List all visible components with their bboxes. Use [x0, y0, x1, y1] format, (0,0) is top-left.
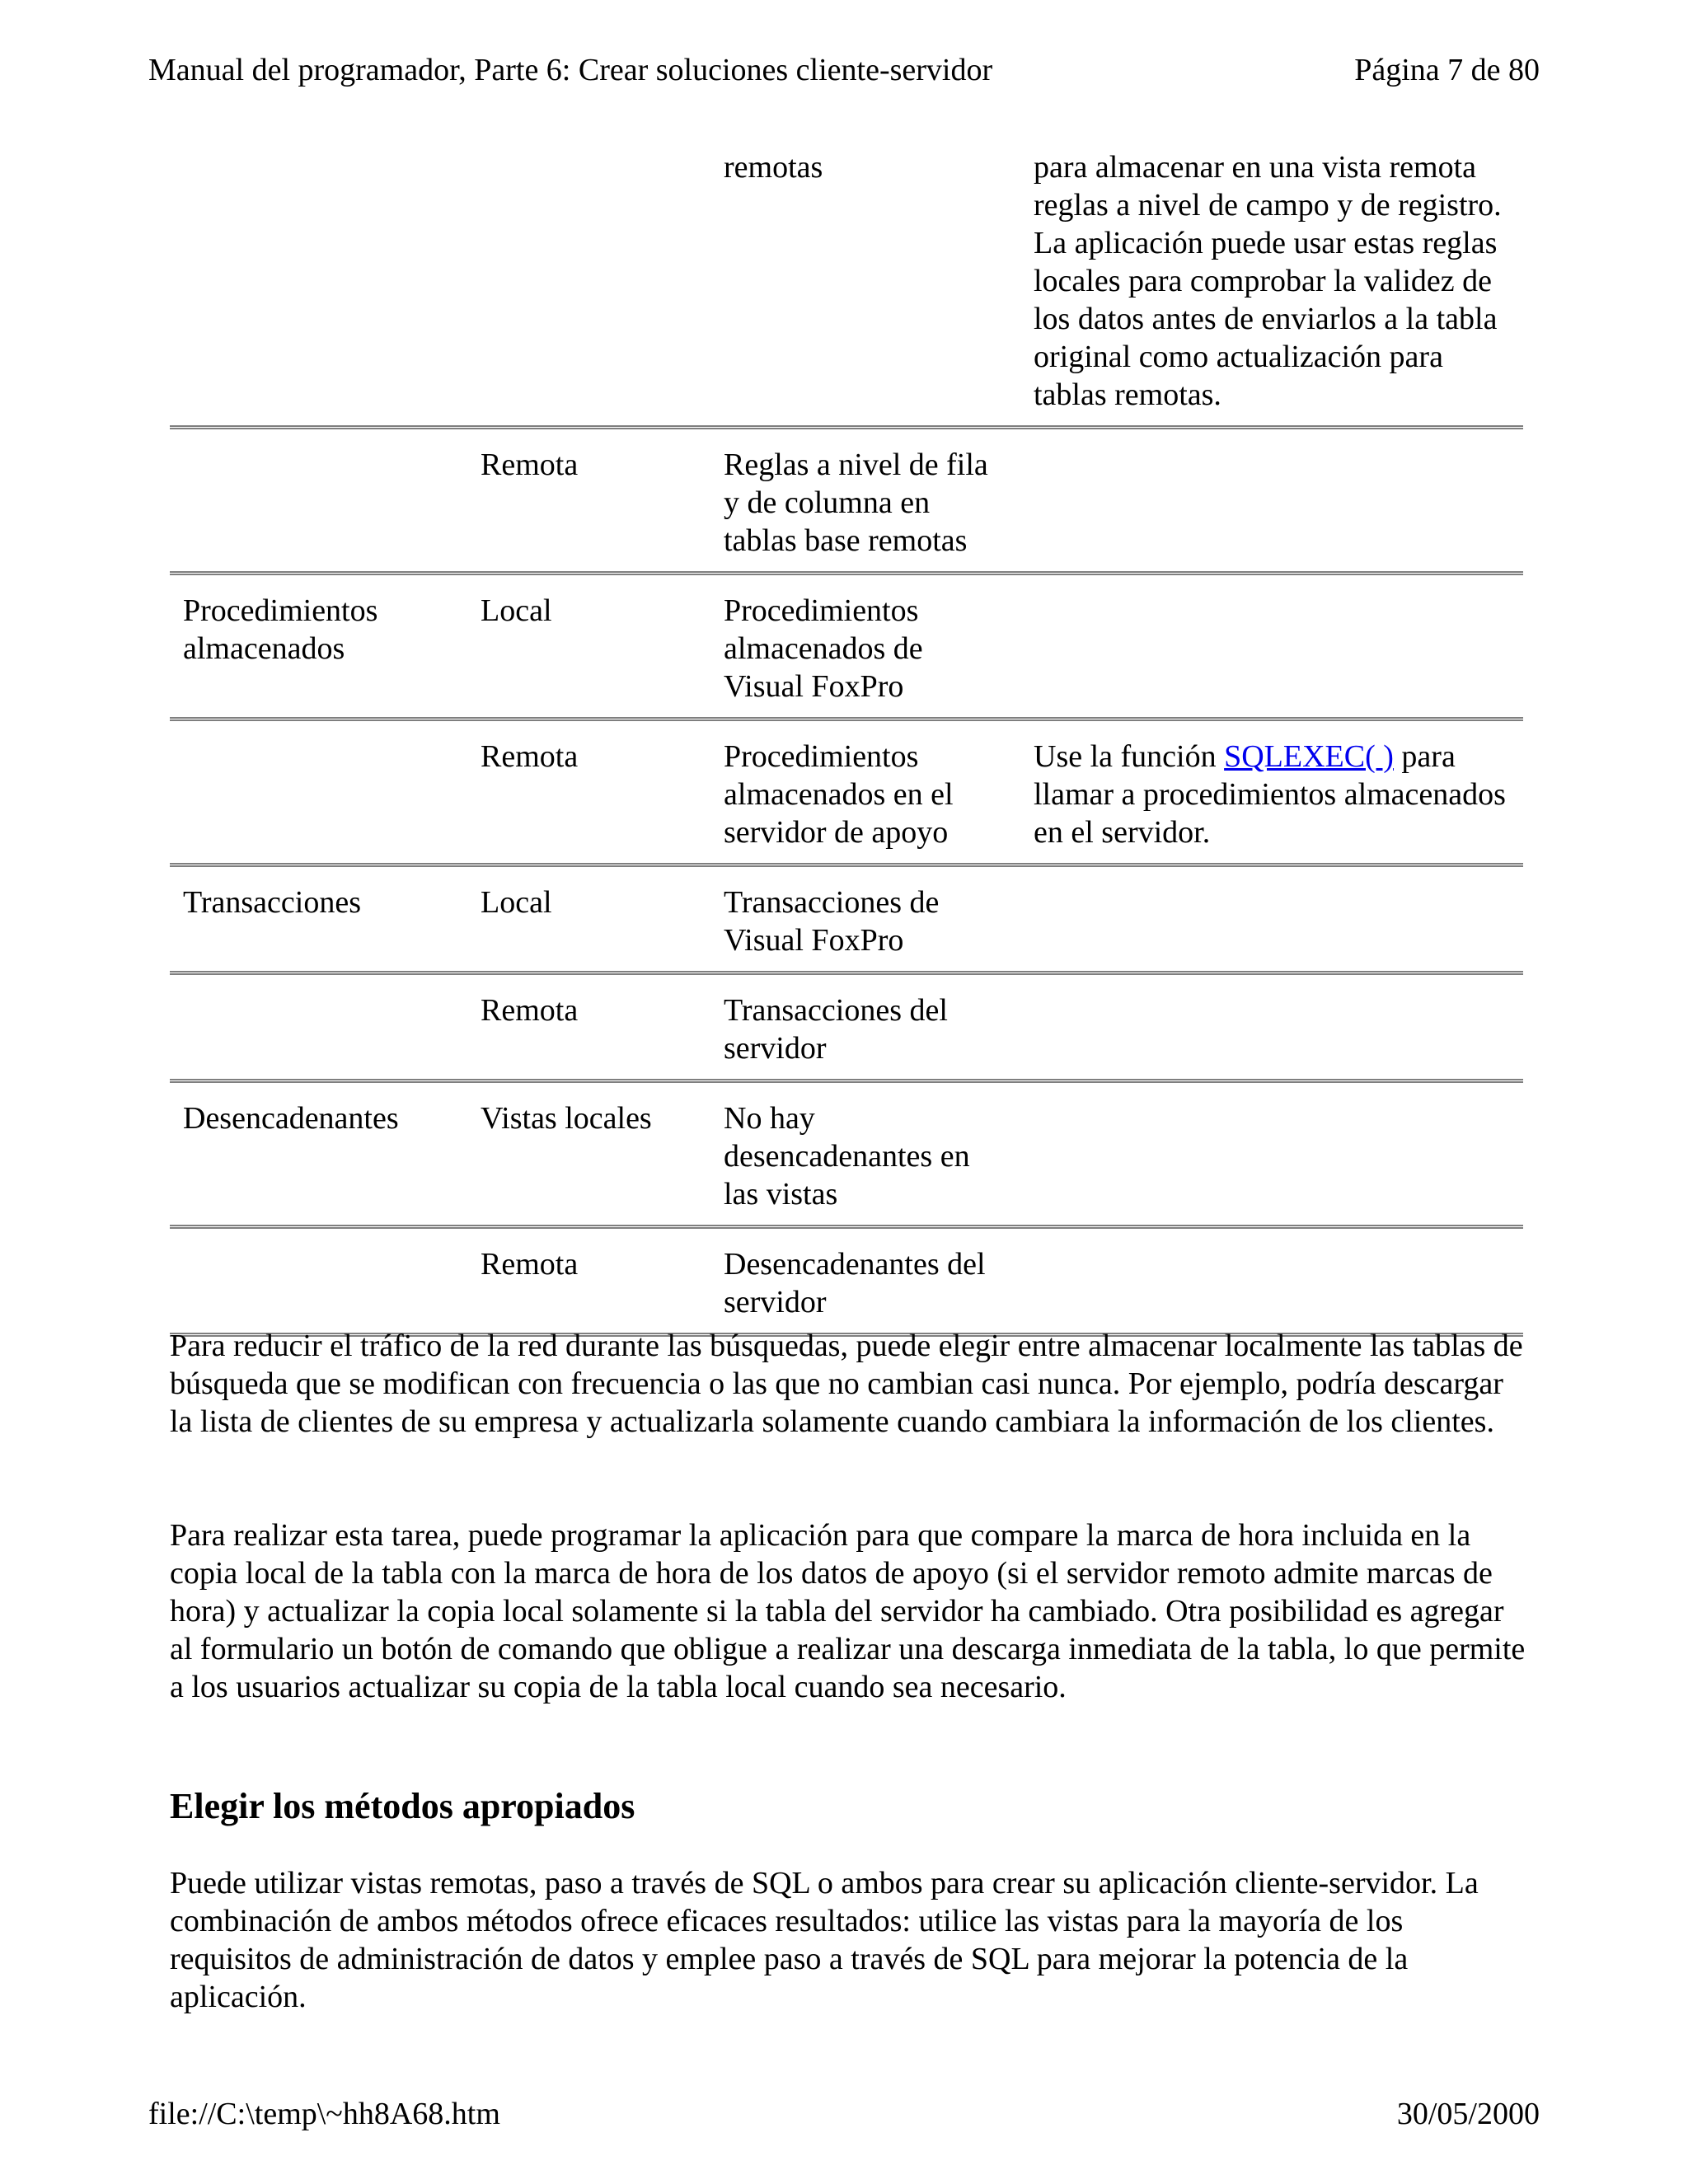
table-cell-implementation: Reglas a nivel de fila y de columna en tablas base remotas	[724, 448, 988, 558]
table-cell-feature	[170, 721, 467, 863]
section-heading: Elegir los métodos apropiados	[170, 1786, 635, 1826]
table-row	[170, 425, 1523, 571]
table-cell-implementation: Procedimientos almacenados de Visual FoxPro	[724, 593, 923, 704]
table-cell-feature	[170, 1229, 467, 1333]
table-cell-notes	[1020, 575, 1523, 717]
table-cell-implementation: Transacciones del servidor	[724, 993, 948, 1066]
notes-text-after-link: para llamar a procedimientos almacenados en el servidor.	[1034, 739, 1506, 850]
table-cell-type	[467, 148, 710, 425]
table-cell-type: Local	[481, 593, 552, 628]
table-cell-implementation: remotas	[724, 150, 823, 185]
table-cell-type: Vistas locales	[481, 1101, 652, 1136]
table-cell-feature	[170, 975, 467, 1079]
table-cell-notes	[1020, 975, 1523, 1079]
table-cell-implementation: Transacciones de Visual FoxPro	[724, 885, 940, 958]
table-cell-implementation: No hay desencadenantes en las vistas	[724, 1101, 970, 1212]
table-cell-implementation: Desencadenantes del servidor	[724, 1247, 986, 1319]
sqlexec-link[interactable]: SQLEXEC( )	[1224, 739, 1394, 774]
table-cell-feature: Procedimientos almacenados	[183, 593, 378, 666]
table-cell-feature	[170, 429, 467, 571]
table-cell-type: Local	[481, 885, 552, 920]
table-row	[170, 863, 1523, 971]
table-row	[170, 717, 1523, 863]
body-paragraph-timestamp: Para realizar esta tarea, puede programar la aplicación para que compare la marca de hora incluida en la copia local de la tabla con la marca de hora de los datos de apoyo (si el servidor remoto admite marcas de hora) y actualizar la copia local solamente si la tabla del servidor ha cambiado. Otra posibilidad es agregar al formulario un botón de comando que obligue a realizar una descarga inmediata de la tabla, lo que permite a los usuarios actualizar su copia de la tabla local cuando sea necesario.	[170, 1518, 1526, 1704]
table-row	[170, 1079, 1523, 1225]
table-cell-notes	[1020, 429, 1523, 571]
table-row	[170, 148, 1523, 425]
notes-text-before-link: Use la función	[1034, 739, 1225, 774]
body-paragraph-lookup-tables: Para reducir el tráfico de la red durante las búsquedas, puede elegir entre almacenar localmente las tablas de búsqueda que se modifican con frecuencia o las que no cambian casi nunca. Por ejemplo, podría descargar la lista de clientes de su empresa y actualizarla solamente cuando cambiara la información de los clientes.	[170, 1329, 1523, 1439]
print-date: 30/05/2000	[1396, 2097, 1540, 2131]
table-cell-type: Remota	[481, 448, 579, 482]
table-cell-feature	[170, 148, 467, 425]
page-footer	[148, 2095, 1540, 2133]
table-cell-notes	[1020, 721, 1523, 863]
table-cell-notes	[1020, 867, 1523, 971]
table-row	[170, 571, 1523, 717]
table-cell-feature: Desencadenantes	[183, 1101, 399, 1136]
table-cell-type: Remota	[481, 1247, 579, 1282]
table-cell-notes	[1020, 1083, 1523, 1225]
body-paragraph-methods: Puede utilizar vistas remotas, paso a través de SQL o ambos para crear su aplicación cliente-servidor. La combinación de ambos métodos ofrece eficaces resultados: utilice las vistas para la mayoría de los requisitos de administración de datos y emplee paso a través de SQL para mejorar la potencia de la aplicación.	[170, 1866, 1479, 2014]
table-cell-type: Remota	[481, 993, 579, 1028]
document-title: Manual del programador, Parte 6: Crear soluciones cliente-servidor	[148, 53, 993, 87]
table-cell-implementation: Procedimientos almacenados en el servidor de apoyo	[724, 739, 954, 850]
table-cell-notes: para almacenar en una vista remota reglas a nivel de campo y de registro. La aplicación puede usar estas reglas locales para comprobar la validez de los datos antes de enviarlos a la tabla original como actualización para tablas remotas.	[1034, 150, 1502, 412]
table-cell-type: Remota	[481, 739, 579, 774]
file-path: file://C:\temp\~hh8A68.htm	[148, 2097, 500, 2131]
table-row	[170, 1225, 1523, 1337]
page-number: Página 7 de 80	[1354, 53, 1540, 87]
table-cell-notes	[1020, 1229, 1523, 1333]
comparison-table	[170, 148, 1523, 1337]
table-cell-feature: Transacciones	[183, 885, 361, 920]
page-header	[148, 51, 1540, 89]
table-row	[170, 971, 1523, 1079]
